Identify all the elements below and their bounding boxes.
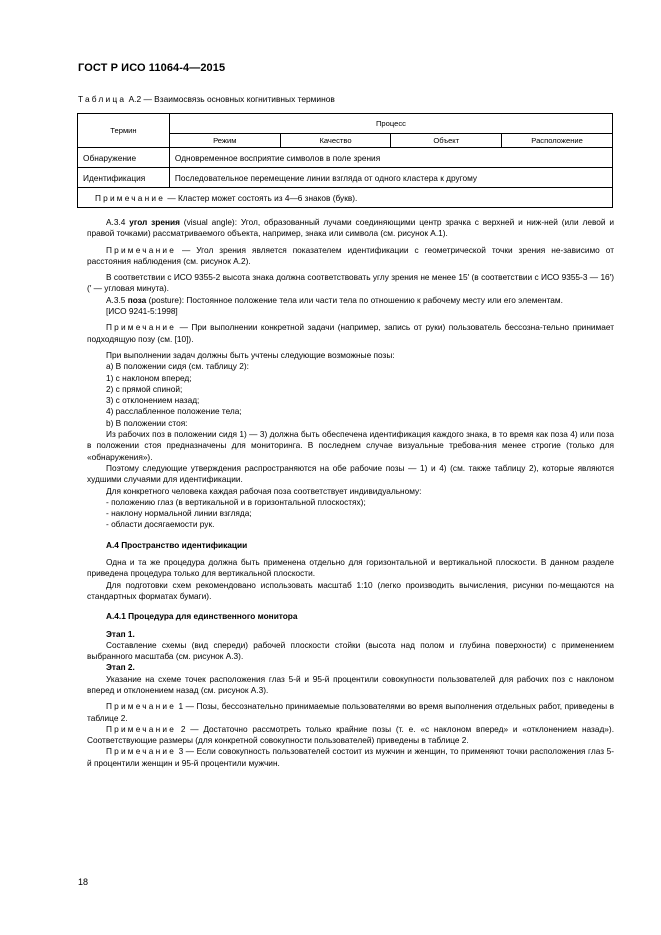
list-item: 1) с наклоном вперед; <box>106 372 192 383</box>
note-posture <box>87 322 614 345</box>
table-note-label: Примечание <box>95 192 166 203</box>
paragraph-therefore: Поэтому следующие утверждения распространяются на обе рабочие позы — 1) и 4) (см. также таблицу 2), которые являются худшими случаями для идентификации. <box>87 462 614 485</box>
note-label: Примечание <box>106 746 177 757</box>
clause-number: А.3.5 <box>106 294 128 305</box>
paragraph-person: Для конкретного человека каждая рабочая поза соответствует индивидуальному: <box>106 485 422 496</box>
reference-iso9241: [ИСО 9241-5:1998] <box>106 306 178 317</box>
table-subheader-location: Расположение <box>502 134 613 148</box>
clause-number: А.3.4 <box>106 217 130 227</box>
step-2-text: Указание на схеме точек расположения глаз 5-й и 95-й процентили совокупности пользователей для рабочих поз с наклоном вперед и отклонением назад (см. рисунок А.3). <box>87 673 614 695</box>
note-label: Примечание <box>106 244 177 255</box>
document-body <box>87 217 614 769</box>
list-item: b) В положении стоя: <box>106 417 188 428</box>
cognitive-terms-table <box>77 113 613 208</box>
table-note <box>78 188 613 208</box>
section-heading-a4: А.4 Пространство идентификации <box>106 539 248 550</box>
note-step-2 <box>87 724 614 747</box>
paragraph-sitting-poses: Из рабочих поз в положении сидя 1) — 3) должна быть обеспечена идентификация каждого знака, в то время как поза 4) или поза в положении стоя предназначены для мониторинга. В последнем случае визуальные требова-ния менее строгие (только для «обнаружения»). <box>87 429 614 462</box>
term-visual-angle: угол зрения <box>129 217 180 227</box>
poses-intro: При выполнении задач должны быть учтены следующие возможные позы: <box>106 349 395 360</box>
list-item: 3) с отклонением назад; <box>106 395 200 406</box>
section-heading-a41: А.4.1 Процедура для единственного монитора <box>106 611 298 622</box>
list-item: - области досягаемости рук. <box>106 519 215 530</box>
table-cell-text: Последовательное перемещение линии взгляда от одного кластера к другому <box>169 168 612 188</box>
note-text: 1 — Позы, бессознательно принимаемые пользователями во время выполнения отдельных работ, приведены в таблице 2. <box>87 701 614 723</box>
table-subheader-quality: Качество <box>280 134 391 148</box>
table-subheader-mode: Режим <box>169 134 280 148</box>
list-item: - положению глаз (в вертикальной и в горизонтальной плоскостях); <box>106 496 366 507</box>
list-item: 2) с прямой спиной; <box>106 383 183 394</box>
note-label: Примечание <box>106 322 177 333</box>
table-caption-text: А.2 — Взаимосвязь основных когнитивных терминов <box>126 94 335 104</box>
definition-text: (posture): Постоянное положение тела или части тела по отношению к рабочему месту или его элементам. <box>146 294 563 305</box>
table-subheader-object: Объект <box>391 134 502 148</box>
document-header: ГОСТ Р ИСО 11064-4—2015 <box>78 62 226 74</box>
note-text: — Угол зрения является показателем идентификации с геометрической точки зрения не-зависимо от расстояния наблюдения (см. рисунок А.2). <box>87 244 614 266</box>
list-item: - наклону нормальной линии взгляда; <box>106 508 252 519</box>
table-note-row <box>78 188 613 208</box>
table-row <box>78 148 613 168</box>
step-1-text: Составление схемы (вид спереди) рабочей плоскости стойки (высота над полом и глубина поверхности) с применением выбранного масштаба (см. рисунок А.3). <box>87 639 614 662</box>
note-step-3 <box>87 746 614 769</box>
step-1-label: Этап 1. <box>106 628 135 639</box>
table-cell-text: Одновременное восприятие символов в поле зрения <box>169 148 612 168</box>
table-header-process: Процесс <box>169 114 612 134</box>
table-header-term: Термин <box>78 114 170 148</box>
paragraph-a4-2: Для подготовки схем рекомендовано использовать масштаб 1:10 (легко производить вычисления, рисунки по-мещаются на стандартных форматах бумаги). <box>87 579 614 601</box>
step-2-label: Этап 2. <box>106 662 135 673</box>
table-caption <box>78 94 335 104</box>
definition-visual-angle <box>87 217 614 240</box>
list-item: 4) расслабленное положение тела; <box>106 406 242 417</box>
note-text: 3 — Если совокупность пользователей состоит из мужчин и женщин, то применяют точки расположения глаз 5-й процентили женщин и 95-й процентили мужчин. <box>87 746 614 768</box>
table-note-text: — Кластер может состоять из 4—6 знаков (букв). <box>165 192 358 203</box>
list-item: a) В положении сидя (см. таблицу 2): <box>106 361 249 372</box>
note-label: Примечание <box>106 723 177 734</box>
note-step-1 <box>87 701 614 724</box>
note-label: Примечание <box>106 701 177 712</box>
paragraph-a4-1: Одна и та же процедура должна быть применена отдельно для горизонтальной и вертикальной плоскости. В данном разделе приведена процедура только для вертикальной плоскости. <box>87 557 614 579</box>
table-caption-label: Таблица <box>78 94 127 104</box>
page-number: 18 <box>78 877 89 887</box>
term-posture: поза <box>127 294 147 305</box>
table-row <box>78 168 613 188</box>
table-cell-term: Идентификация <box>78 168 170 188</box>
paragraph-iso9355: В соответствии с ИСО 9355-2 высота знака должна соответствовать углу зрения не менее 15′ (в соответствии с ИСО 9355-3 — 16′)(′ — угловая минута). <box>87 272 614 294</box>
definition-posture <box>87 295 614 306</box>
note-text: — При выполнении конкретной задачи (например, запись от руки) пользователь бессозна-тельно принимает подходящую позу (см. [10]). <box>87 322 614 344</box>
note-text: 2 — Достаточно рассмотреть только крайние позы (т. е. «с наклоном вперед» и «отклонением назад»). Соответствующие размеры (для конкретной совокупности пользователей) приведены в таблице 2. <box>87 723 614 746</box>
note-visual-angle <box>87 245 614 268</box>
table-cell-term: Обнаружение <box>78 148 170 168</box>
definition-text: (visual angle): Угол, образованный лучами соединяющими центр зрачка с верхней и ниж-ней (или левой и правой точками) рассматриваемого объекта, например, знака или символа (см. рисунок А.1). <box>87 217 614 239</box>
